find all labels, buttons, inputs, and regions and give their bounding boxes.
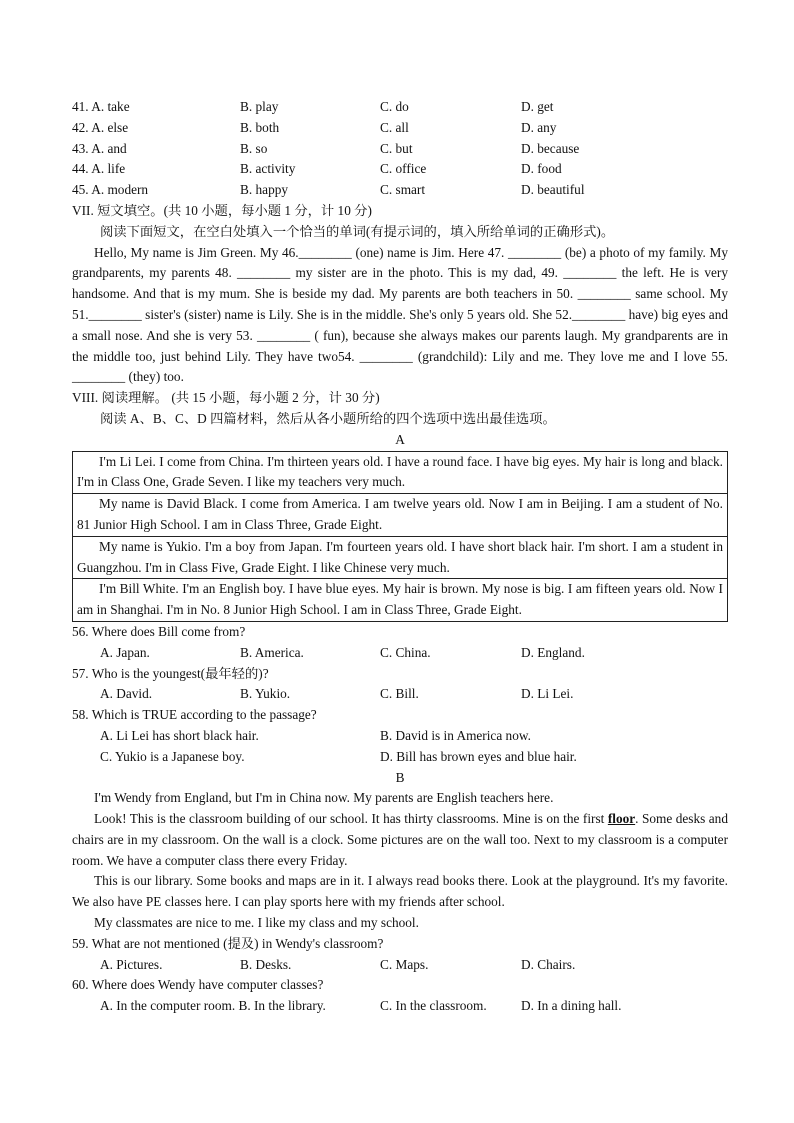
option-d: D. England. (521, 644, 585, 660)
option-a: 41. A. take (72, 99, 130, 114)
option-b: B. so (240, 140, 268, 156)
option-c: C. Bill. (380, 686, 419, 702)
option-c: C. smart (380, 182, 426, 198)
question-stem: 56. Where does Bill come from? (72, 623, 246, 639)
option-d: D. Chairs. (521, 956, 576, 972)
passage-b-label: B (395, 769, 405, 785)
option-c: C. China. (380, 644, 431, 660)
passage-b-paragraph: My classmates are nice to me. I like my class and my school. (94, 915, 419, 931)
question-options (72, 996, 728, 1017)
option-a: 43. A. and (72, 140, 127, 156)
question-options (72, 684, 728, 705)
question-options (72, 643, 728, 664)
mc-options-block (72, 97, 728, 201)
passage-b-paragraph: This is our library. Some books and maps are in it. I always read books there. Look at the playground. It's my favorite. We also have PE classes here. I can play sports here with my friends after school. (72, 873, 728, 910)
question-stem: 57. Who is the youngest(最年轻的)? (72, 665, 269, 681)
option-b: B. America. (240, 644, 304, 660)
option-c: C. office (380, 161, 427, 177)
option-a-b: A. In the computer room. B. In the library. (100, 998, 326, 1014)
option-d: D. any (521, 119, 557, 135)
option-a: A. Pictures. (100, 956, 163, 972)
option-b: B. activity (240, 161, 296, 177)
section7-instruction: 阅读下面短文，在空白处填入一个恰当的单词(有提示词的，填入所给单词的正确形式)。 (100, 223, 615, 239)
mc-row (72, 159, 728, 180)
passage-a-box: My name is David Black. I come from America. I am twelve years old. Now I am in Beijing. I am a student of No. 81 Junior High School. I am in Class Three, Grade Eight. (73, 494, 728, 537)
option-a: A. Japan. (100, 644, 150, 660)
option-a: A. David. (100, 686, 153, 702)
option-c: C. Maps. (380, 956, 429, 972)
option-c: C. do (380, 99, 409, 114)
mc-row (72, 97, 728, 118)
option-b: B. Yukio. (240, 686, 291, 702)
passage-b-paragraph: I'm Wendy from England, but I'm in China now. My parents are English teachers here. (94, 790, 554, 806)
option-d: D. Li Lei. (521, 686, 574, 702)
underlined-word: floor (607, 811, 636, 827)
option-b: B. play (240, 99, 279, 114)
question-options (72, 955, 728, 976)
passage-a-box: My name is Yukio. I'm a boy from Japan. I'm fourteen years old. I have short black hair. I'm short. I am a student in Guangzhou. I'm in Class Five, Grade Eight. I like Chinese very much. (73, 536, 728, 579)
option-d: D. In a dining hall. (521, 998, 622, 1014)
option-c: C. In the classroom. (380, 998, 487, 1014)
option-d: D. Bill has brown eyes and blue hair. (380, 748, 577, 764)
question-stem: 58. Which is TRUE according to the passage? (72, 707, 317, 723)
mc-row (72, 139, 728, 160)
mc-row (72, 118, 728, 139)
section7-heading: VII. 短文填空。(共 10 小题，每小题 1 分，计 10 分) (72, 202, 372, 218)
option-c: C. all (380, 119, 409, 135)
option-d: D. get (521, 99, 554, 114)
passage-b-paragraph (72, 809, 728, 871)
exam-page (72, 97, 728, 1017)
option-d: D. beautiful (521, 182, 585, 198)
section7-passage: Hello, My name is Jim Green. My 46.________ (one) name is Jim. Here 47. ________ (be) a photo of my family. My grandparents, my parents 48. ________ my sister are in the photo. This is my dad, 49. ________ the left. He is very handsome. And that is my mum. She is beside my dad. My parents are both teachers in 50. ________ same school. My 51.________ sister's (sister) name is Lily. She is in the middle. She's only 5 years old. She 52.________ have) big eyes and a small nose. And she is very 53. ________ ( fun), because she always makes our parents laugh. My grandparents are in the middle too, just behind Lily. They have two54. ________ (grandchild): Lily and me. They love me and I love 55. ________ (they) too. (72, 244, 728, 385)
option-b: B. happy (240, 182, 289, 198)
passage-a-label: A (395, 431, 405, 447)
mc-row (72, 180, 728, 201)
question-options (72, 726, 728, 747)
option-d: D. because (521, 140, 580, 156)
option-a: 42. A. else (72, 119, 129, 135)
passage-text: Look! This is the classroom building of our school. It has thirty classrooms. Mine is on the first (94, 811, 608, 827)
passage-a-box: I'm Bill White. I'm an English boy. I have blue eyes. My hair is brown. My nose is big. I am fifteen years old. Now I am in Shanghai. I'm in No. 8 Junior High School. I am in Class Three, Grade Eight. (73, 579, 728, 622)
option-c: C. Yukio is a Japanese boy. (100, 748, 245, 764)
passage-a-boxes (72, 451, 728, 622)
option-a: 44. A. life (72, 161, 126, 177)
option-a: A. Li Lei has short black hair. (100, 727, 259, 743)
option-b: B. both (240, 119, 280, 135)
section8-heading: VIII. 阅读理解。 (共 15 小题，每小题 2 分，计 30 分) (72, 390, 380, 406)
question-stem: 59. What are not mentioned (提及) in Wendy's classroom? (72, 935, 384, 951)
option-b: B. Desks. (240, 956, 292, 972)
question-stem: 60. Where does Wendy have computer classes? (72, 977, 324, 993)
option-d: D. food (521, 161, 562, 177)
option-b: B. David is in America now. (380, 727, 531, 743)
option-a: 45. A. modern (72, 182, 149, 198)
section8-instruction: 阅读 A、B、C、D 四篇材料，然后从各小题所给的四个选项中选出最佳选项。 (100, 410, 556, 426)
passage-a-box: I'm Li Lei. I come from China. I'm thirteen years old. I have a round face. I have big eyes. My hair is long and black. I'm in Class One, Grade Seven. I like my teachers very much. (73, 451, 728, 494)
passage-text: . Some desks and chairs are in my classroom. On the wall is a clock. Some pictures are on the wall too. Next to my classroom is a computer room. We have a computer class there every Friday. (72, 811, 728, 868)
option-c: C. but (380, 140, 413, 156)
question-options (72, 747, 728, 768)
